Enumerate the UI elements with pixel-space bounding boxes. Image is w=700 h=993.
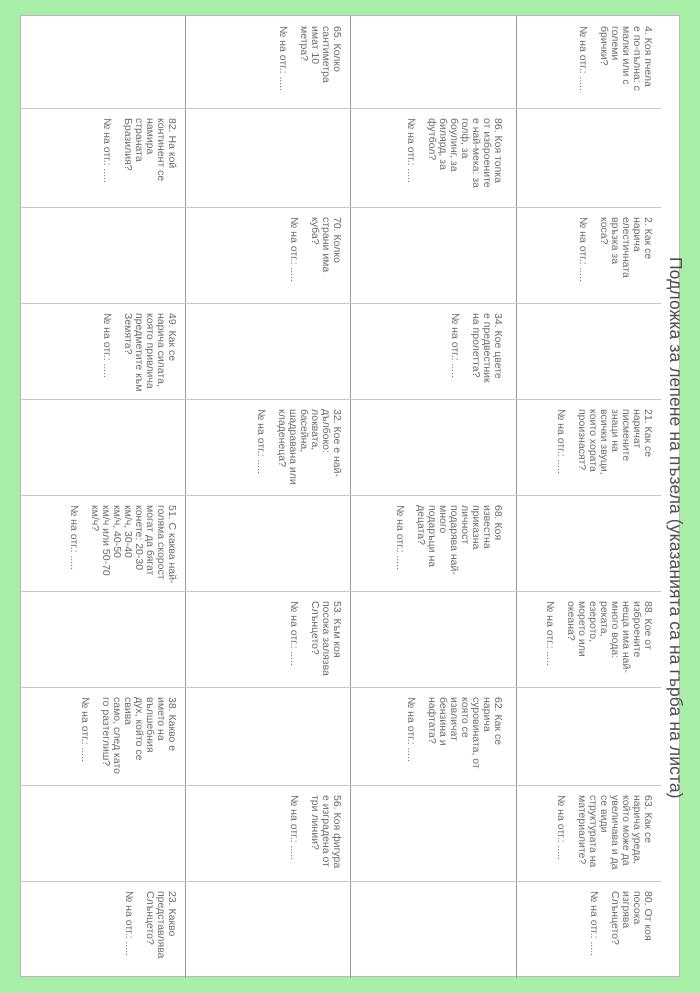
rotated-question [405, 697, 503, 769]
puzzle-cell [516, 591, 661, 687]
puzzle-cell [350, 785, 511, 881]
puzzle-cell [21, 399, 185, 495]
puzzle-cell [21, 303, 185, 399]
rotated-question [288, 795, 342, 868]
question-text: 88. Кое от изброените неща има най- много вода: реката, езерото, морето или океана? [565, 601, 654, 673]
question-text: 63. Как се нарича уреда, който може да увеличава и да се види структурата на материалите? [576, 795, 654, 870]
rotated-question [68, 505, 177, 584]
puzzle-cell [350, 495, 511, 591]
page-title: Подложка за лепене на пъзела (указанията са на гърба на листа) [666, 257, 686, 799]
answer-number-field: № на отг.: ..... [588, 891, 600, 957]
rotated-question [449, 313, 503, 383]
puzzle-cell [350, 207, 511, 303]
question-text: 80. От коя посока изгрява Слънцето? [609, 891, 654, 945]
rotated-question [394, 505, 503, 575]
puzzle-cell [185, 591, 350, 687]
answer-number-field: № на отг.: ..... [68, 505, 80, 571]
answer-number-field: № на отг.: ..... [555, 409, 567, 475]
puzzle-cell [21, 207, 185, 303]
puzzle-cell [350, 16, 511, 108]
puzzle-grid [21, 16, 679, 976]
answer-number-field: № на отг.: ..... [277, 26, 289, 92]
puzzle-cell [350, 591, 511, 687]
puzzle-cell [185, 399, 350, 495]
rotated-question [544, 601, 653, 673]
question-text: 86. Коя топка от изброените е най-мека: за голф, за боулинг, за билярд, за футбол? [426, 118, 504, 188]
puzzle-cell [350, 881, 511, 978]
question-text: 49. Как се нарича силата, която привлича предметите към Земята? [122, 313, 178, 392]
rotated-question [577, 217, 653, 282]
answer-number-field: № на отг.: ..... [288, 217, 300, 283]
puzzle-cell [185, 303, 350, 399]
puzzle-cell [350, 303, 511, 399]
puzzle-cell [21, 881, 185, 978]
question-text: 4. Коя пчела е по-пълна: с малки или с големи брички? [598, 26, 654, 91]
answer-number-field: № на отг.: ..... [101, 118, 113, 184]
question-text: 70. Колко страни има куба? [309, 217, 343, 273]
puzzle-cell [516, 108, 661, 207]
rotated-question [79, 697, 177, 774]
question-text: 38. Какво е името на вълшебния дух, който се свива само, след като го разтеглиш? [100, 697, 178, 774]
rotated-question [277, 26, 342, 91]
puzzle-cell [185, 687, 350, 785]
answer-number-field: № на отг.: ..... [123, 891, 135, 957]
answer-number-field: № на отг.: ..... [255, 409, 267, 475]
puzzle-sheet [20, 15, 686, 977]
puzzle-cell [350, 108, 511, 207]
answer-number-field: № на отг.: ..... [79, 697, 91, 763]
answer-number-field: № на отг.: ..... [394, 505, 406, 571]
question-text: 32. Кое е най- дълбоко: локвата, басейна, шадравана или кладенеца? [276, 409, 343, 485]
answer-number-field: № на отг.: ..... [405, 697, 417, 763]
puzzle-cell [516, 16, 661, 108]
rotated-question [405, 118, 503, 188]
question-text: 68. Коя известна приказна личност подарява най- много подаръци на децата? [415, 505, 504, 575]
puzzle-cell [185, 495, 350, 591]
rotated-question [101, 313, 177, 391]
rotated-question [288, 217, 342, 282]
puzzle-cell [21, 495, 185, 591]
question-text: 23. Какво представлява Слънцето? [144, 891, 178, 959]
question-text: 51. С каква най- голяма скорост могат да бягат конете: 20-30 км/ч, 30-40 км/ч, 40-50 км/ч или 50-70 км/ч? [89, 505, 178, 584]
puzzle-cell [516, 785, 661, 881]
question-text: 2. Как се нарича елестичната връзка за коса? [598, 217, 654, 278]
puzzle-cell [21, 591, 185, 687]
rotated-question [288, 601, 342, 676]
answer-number-field: № на отг.: ..... [288, 795, 300, 861]
answer-number-field: № на отг.: ..... [577, 217, 589, 283]
question-text: 56. Коя фигура е изградена от три линии? [309, 795, 343, 869]
puzzle-cell [350, 687, 511, 785]
puzzle-cell [516, 303, 661, 399]
answer-number-field: № на отг.: ..... [405, 118, 417, 184]
rotated-question [255, 409, 342, 485]
puzzle-cell [21, 785, 185, 881]
rotated-question [577, 26, 653, 91]
answer-number-field: № на отг.: ..... [577, 26, 589, 92]
puzzle-cell [516, 881, 661, 978]
puzzle-cell [185, 108, 350, 207]
puzzle-cell [185, 16, 350, 108]
puzzle-cell [21, 16, 185, 108]
puzzle-cell [185, 881, 350, 978]
puzzle-cell [185, 785, 350, 881]
answer-number-field: № на отг.: ..... [555, 795, 567, 861]
question-text: 53. Към коя посока залязва Слънцето? [309, 601, 343, 676]
puzzle-cell [516, 495, 661, 591]
puzzle-cell [185, 207, 350, 303]
rotated-question [101, 118, 177, 183]
rotated-question [588, 891, 653, 956]
question-text: 34. Кое цвете е предвестник на пролетта? [470, 313, 504, 383]
question-text: 82. На кой континент се намира страната Бразилия? [122, 118, 178, 182]
question-text: 65. Колко сантиметра имат 10 метра? [298, 26, 343, 83]
answer-number-field: № на отг.: ..... [288, 601, 300, 667]
puzzle-cell [516, 207, 661, 303]
question-text: 21. Как се наричат писмените знаци на всички звуци, които хората произнасят? [576, 409, 654, 475]
puzzle-cell [21, 687, 185, 785]
answer-number-field: № на отг.: ..... [101, 313, 113, 379]
rotated-question [555, 409, 653, 475]
rotated-question [123, 891, 177, 959]
rotated-question [555, 795, 653, 869]
puzzle-cell [350, 399, 511, 495]
question-text: 62. Как се нарича суровината, от която се извличат бензина и нафтата? [426, 697, 504, 769]
puzzle-cell [516, 687, 661, 785]
puzzle-cell [516, 399, 661, 495]
answer-number-field: № на отг.: ..... [449, 313, 461, 379]
answer-number-field: № на отг.: ..... [544, 601, 556, 667]
puzzle-cell [21, 108, 185, 207]
